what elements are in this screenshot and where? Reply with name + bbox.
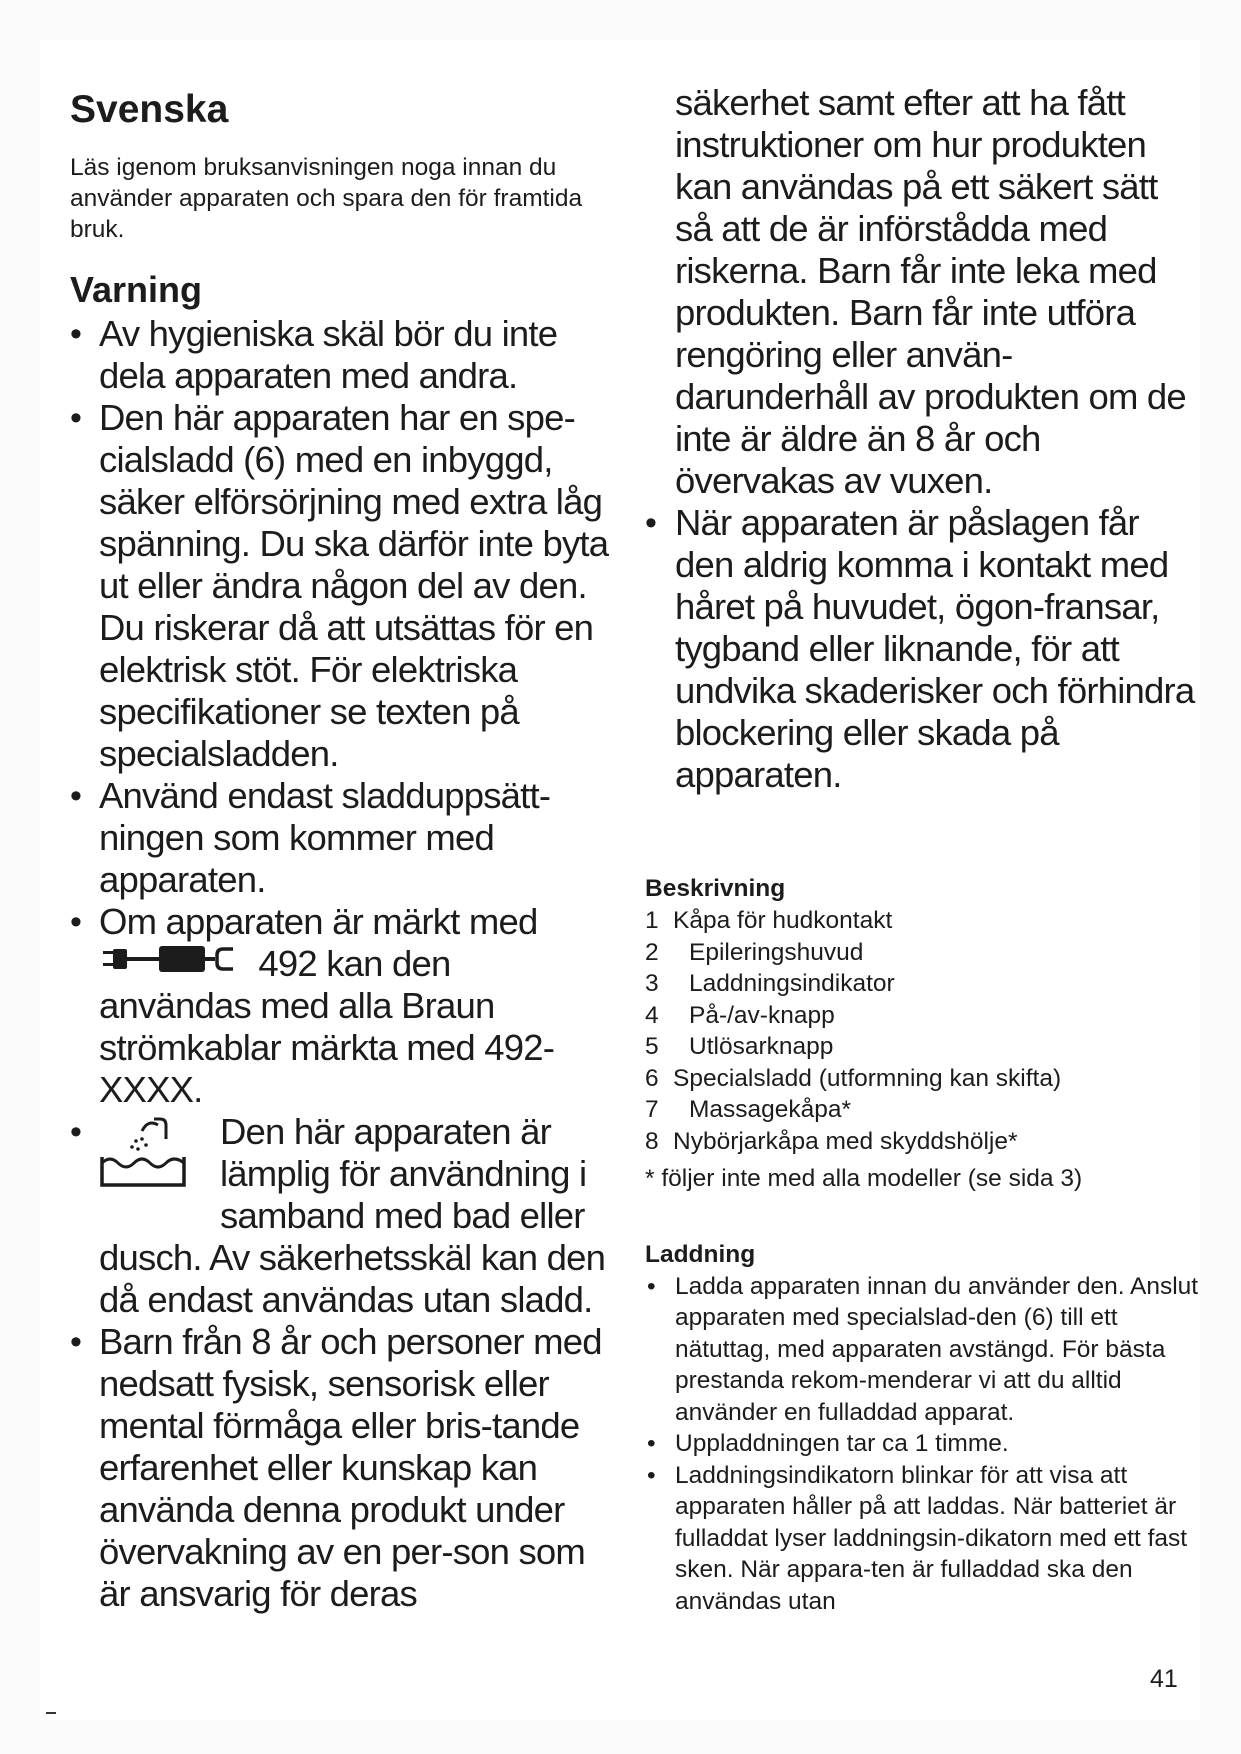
description-item [645, 1000, 1200, 1032]
item-number: 5 [645, 1033, 659, 1060]
right-column [645, 82, 1200, 1617]
children-text-continued: säkerhet samt efter att ha fått instruktioner om hur produkten kan användas på ett säkert sätt så att de är införstådda med riskerna. Barn får inte leka med produkten. Barn får inte utföra rengöring eller använ-darunderhåll av produkten om de inte är äldre än 8 år och övervakas av vuxen. [675, 82, 1186, 501]
warning-item-special-cord: • Den här apparaten har en spe-cialsladd (6) med en inbyggd, säker elförsörjning med extra låg spänning. Du ska därför inte byta ut eller ändra någon del av den. Du riskerar då att utsättas för en elektrisk stöt. För elektriska specifikationer se texten på specialsladden. [70, 397, 610, 775]
page-number: 41 [1150, 1665, 1178, 1693]
warning-item-hygiene: • Av hygieniska skäl bör du inte dela apparaten med andra. [70, 313, 610, 397]
charging-item: • Laddningsindikatorn blinkar för att visa att apparaten håller på att laddas. När batteriet är fulladdat lyser laddningsin-dikatorn med ett fast sken. När appara-ten är fulladdad ska den användas utan [645, 1460, 1200, 1618]
item-label: Laddningsindikator [689, 970, 895, 997]
charging-item: • Ladda apparaten innan du använder den. Anslut apparaten med specialslad-den (6) till ett nätuttag, med apparaten avstängd. För bästa prestanda rekom-menderar vi att du alltid använder en fulladdad apparat. [645, 1271, 1200, 1429]
warning-item-bath [70, 1111, 610, 1237]
description-footnote: * följer inte med alla modeller (se sida 3) [645, 1165, 1083, 1192]
item-number: 6 [645, 1064, 659, 1092]
warning-list-right [645, 502, 1200, 796]
item-number: 7 [645, 1096, 659, 1123]
item-label: Massagekåpa* [689, 1096, 852, 1123]
page-title: Svenska [70, 88, 229, 131]
description-item [645, 937, 1200, 969]
item-label: Kåpa för hudkontakt [673, 907, 893, 934]
item-number: 2 [645, 938, 659, 966]
intro-text: Läs igenom bruksanvisningen noga innan du använder apparaten och spara den för framtida bruk. [70, 154, 583, 243]
warning-item-cord-set: • Använd endast sladduppsätt-ningen som kommer med apparaten. [70, 775, 610, 901]
warning-item-contact: • När apparaten är påslagen får den aldrig komma i kontakt med håret på huvudet, ögon-fransar, tygband eller liknande, för att undvika skaderisker och förhindra blockering eller skada på apparaten. [645, 502, 1200, 796]
braun-cord-connector-icon [99, 942, 249, 985]
description-item [645, 968, 1200, 1000]
description-item [645, 1063, 1200, 1095]
crop-mark [46, 1712, 56, 1714]
item-number: 4 [645, 1001, 659, 1029]
description-heading: Beskrivning [645, 875, 786, 902]
description-item [645, 1126, 1200, 1158]
description-list [645, 905, 1200, 1157]
item-number: 1 [645, 907, 659, 934]
marked-code: 492 [258, 943, 317, 984]
item-label: Epileringshuvud [689, 938, 864, 966]
description-item [645, 905, 1200, 937]
item-number: 8 [645, 1127, 659, 1155]
warning-list [70, 313, 610, 1237]
charging-list [645, 1271, 1200, 1618]
charging-item: • Uppladdningen tar ca 1 timme. [645, 1428, 1200, 1460]
warning-item-marked [70, 901, 610, 1111]
item-label: Nybörjarkåpa med skyddshölje* [673, 1127, 1018, 1155]
bath-shower-icon [98, 1113, 190, 1198]
description-item [645, 1031, 1200, 1063]
warning-item-children: • Barn från 8 år och personer med nedsatt fysisk, sensorisk eller mental förmåga eller bris-tande erfarenhet eller kunskap kan använda denna produkt under övervakning av en per-son som är ansvarig för deras [70, 1321, 610, 1615]
marked-rest: kan den användas med alla Braun strömkablar märkta med 492-XXXX. [99, 943, 555, 1110]
bath-text-continued: dusch. Av säkerhetsskäl kan den då endast användas utan sladd. [99, 1237, 606, 1320]
marked-lead: Om apparaten är märkt med [99, 901, 538, 942]
item-label: På-/av-knapp [689, 1001, 835, 1029]
description-item [645, 1094, 1200, 1126]
item-number: 3 [645, 970, 659, 997]
bath-text: • Den här apparaten är lämplig för användning i samband med bad eller [220, 1111, 587, 1236]
item-label: Specialsladd (utformning kan skifta) [673, 1064, 1062, 1092]
charging-heading: Laddning [645, 1240, 756, 1268]
warning-heading: Varning [70, 269, 203, 310]
warning-list-cont [70, 1321, 610, 1615]
left-column [70, 80, 610, 1615]
item-label: Utlösarknapp [689, 1033, 834, 1060]
